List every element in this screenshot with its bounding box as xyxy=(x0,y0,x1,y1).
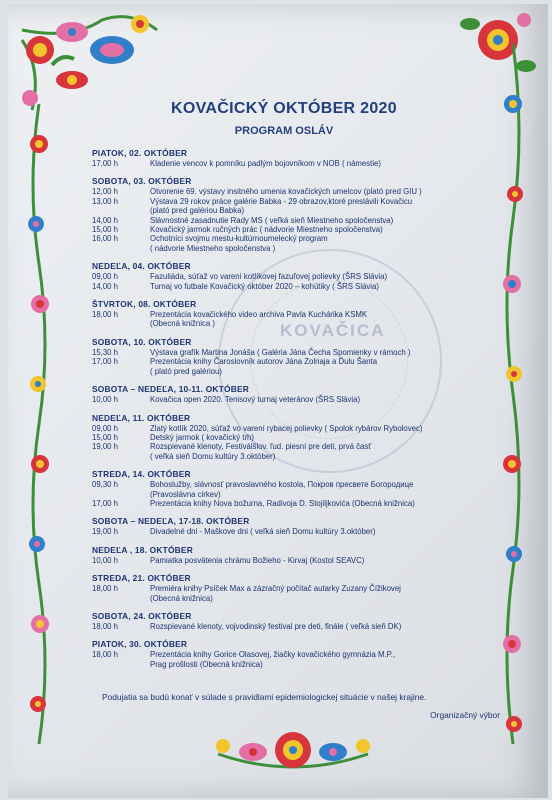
page-title: KOVAČICKÝ OKTÓBER 2020 xyxy=(171,100,397,117)
program-event xyxy=(92,527,510,536)
program-event xyxy=(92,594,510,603)
event-time: 17,00 h xyxy=(92,159,119,168)
event-time: 17,00 h xyxy=(92,357,119,367)
program-day-heading: NEDEĽA , 18. OKTÓBER xyxy=(92,544,193,555)
event-description: Výstava 29 rokov práce galérie Babka - 29 obrazov,ktoré preslávili Kovačicu xyxy=(150,196,413,206)
program-day xyxy=(92,299,510,329)
program-day-heading: SOBOTA, 10. OKTÓBER xyxy=(92,336,192,347)
program-day-heading: NEDEĽA, 04. OKTÓBER xyxy=(92,261,191,272)
program-list xyxy=(92,148,510,677)
folk-flower-border-left xyxy=(22,104,56,744)
program-event xyxy=(92,556,510,565)
event-time xyxy=(92,660,150,669)
program-day-heading: SOBOTA – NEDEĽA, 10-11. OKTÓBER xyxy=(92,384,249,395)
event-time: 19,00 h xyxy=(92,442,119,452)
event-description: (Obecná knižnica) xyxy=(150,593,213,603)
event-time: 09,00 h xyxy=(92,272,119,282)
event-description: Kovačica open 2020. Tenisový turnaj veteránov (ŠRS Slávia) xyxy=(150,395,361,405)
event-time: 10,00 h xyxy=(92,395,119,405)
program-event xyxy=(92,480,510,489)
event-time: 18,00 h xyxy=(92,650,119,660)
program-event xyxy=(92,319,510,328)
event-description: Otvorenie 69. výstavy insitného umenia kovačických umelcov (plató pred GIU ) xyxy=(150,187,422,197)
event-time: 15,00 h xyxy=(92,432,119,442)
event-time: 10,00 h xyxy=(92,555,119,565)
event-description: Rozspievané klenoty, vojvodinský festival pre deti, finále ( veľká sieň DK) xyxy=(150,621,402,631)
event-time: 13,00 h xyxy=(92,196,119,206)
folk-flower-ornament-bottom xyxy=(208,720,378,784)
program-day-heading: SOBOTA – NEDEĽA, 17-18. OKTÓBER xyxy=(92,516,250,527)
program-event xyxy=(92,650,510,659)
event-description: Prezentácia kovačického video archiva Pavla Kuchárika KSMK xyxy=(150,310,368,320)
event-description: Bohoslužby, slávnosť pravoslavného kostola, Покров пресвете Богородице xyxy=(150,480,414,490)
footer-note: Podujatia sa budú konať v súlade s pravidlami epidemiologickej situácie v našej krajine. xyxy=(102,692,427,702)
event-description: Slávnostné zasadnutie Rady MS ( veľká sieň Miestneho spoločenstva) xyxy=(150,215,394,225)
program-day-heading: STREDA, 14. OKTÓBER xyxy=(92,469,191,480)
event-time: 15,30 h xyxy=(92,347,119,357)
program-day-heading: PIATOK, 02. OKTÓBER xyxy=(92,148,188,158)
program-day xyxy=(92,516,510,536)
program-day-heading: ŠTVRTOK, 08. OKTÓBER xyxy=(92,299,197,310)
event-description: Ochotníci svojmu mestu-kultúrnoumelecký program xyxy=(150,234,328,244)
event-description: Detský jarmok ( kovačický trh) xyxy=(150,432,254,442)
event-description: (Pravoslávna cirkev) xyxy=(150,489,221,499)
organizer-signature: Organizačný výbor xyxy=(430,710,500,720)
event-time: 15,00 h xyxy=(92,225,119,235)
program-event xyxy=(92,367,510,376)
event-time xyxy=(92,367,150,376)
program-event xyxy=(92,244,510,253)
program-day xyxy=(92,611,510,631)
program-day xyxy=(92,639,510,669)
program-day-heading: STREDA, 21. OKTÓBER xyxy=(92,573,191,584)
program-event xyxy=(92,272,510,281)
event-description: Prag prošlosti (Obecná knižnica) xyxy=(150,659,263,669)
program-day xyxy=(92,573,510,603)
program-day-heading: SOBOTA, 03. OKTÓBER xyxy=(92,176,192,187)
program-event xyxy=(92,225,510,234)
event-description: Divadelné dni - Maškove dni ( veľká sieň Domu kultúry 3.október) xyxy=(150,527,376,537)
program-day xyxy=(92,176,510,253)
event-description: Prezentácia knihy Nova božurna, Radivoja D. Stojiljkovića (Obecná knižnica) xyxy=(150,498,415,508)
program-day xyxy=(92,261,510,291)
event-time xyxy=(92,206,150,215)
program-day-heading: SOBOTA, 24. OKTÓBER xyxy=(92,610,192,621)
program-event xyxy=(92,159,510,168)
event-description: Rozspievané klenoty, Festiválšlov. ľud. piesní pre deti, prvá časť xyxy=(150,442,372,452)
event-time xyxy=(92,244,150,253)
program-event xyxy=(92,499,510,508)
event-time: 17,00 h xyxy=(92,498,119,508)
event-time xyxy=(92,452,150,461)
event-time: 18,00 h xyxy=(92,584,119,594)
event-description: ( veľká sieň Domu kultúry 3.október) xyxy=(150,451,276,461)
program-event xyxy=(92,424,510,433)
event-time: 18,00 h xyxy=(92,310,119,320)
program-event xyxy=(92,187,510,196)
program-event xyxy=(92,660,510,669)
program-day xyxy=(92,337,510,376)
event-description: Turnaj vo futbale Kovačický október 2020 – kohútiky ( ŠRS Slávia) xyxy=(150,281,379,291)
program-day xyxy=(92,148,510,168)
program-day xyxy=(92,413,510,462)
program-event xyxy=(92,395,510,404)
page-subtitle: PROGRAM OSLÁV xyxy=(234,125,334,137)
program-day-heading: PIATOK, 30. OKTÓBER xyxy=(92,639,188,650)
program-event xyxy=(92,433,510,442)
event-description: Kladenie vencov k pomníku padlým bojovníkom v NOB ( námestie) xyxy=(150,159,381,168)
program-event xyxy=(92,452,510,461)
event-description: ( plató pred galériou) xyxy=(150,366,222,376)
program-day xyxy=(92,384,510,404)
program-event xyxy=(92,197,510,206)
event-description: Premiéra knihy Psíček Max a zázračný počítač autarky Zuzany Čížikovej xyxy=(150,584,401,594)
program-event xyxy=(92,348,510,357)
event-time xyxy=(92,594,150,603)
watermark-stamp-text: KOVAČICA xyxy=(280,321,386,340)
event-description: (plató pred galériou Babka) xyxy=(150,206,245,216)
event-time: 14,00 h xyxy=(92,215,119,225)
event-description: Prezentácia knihy Gorice Olasovej, žiačky kovačického gymnázia M.P., xyxy=(150,650,396,660)
event-description: ( nádvorie Miestneho spoločenstva ) xyxy=(150,243,276,253)
event-time: 09,30 h xyxy=(92,480,119,490)
program-day-heading: NEDEĽA, 11. OKTÓBER xyxy=(92,412,191,423)
program-event xyxy=(92,357,510,366)
event-time: 12,00 h xyxy=(92,187,119,197)
event-time: 16,00 h xyxy=(92,234,119,244)
event-description: (Obecná knižnica ) xyxy=(150,319,216,329)
event-time: 09,00 h xyxy=(92,423,119,433)
event-description: Pamiatka posvätenia chrámu Božieho - Kirvaj (Kostol SEAVC) xyxy=(150,555,365,565)
event-description: Zlatý kotlík 2020, súťaž vo varení rybacej polievky ( Spolok rybárov Rybolovec) xyxy=(150,423,423,433)
program-event xyxy=(92,622,510,631)
program-event xyxy=(92,310,510,319)
poster xyxy=(8,4,548,798)
event-description: Výstava grafík Martina Jonáša ( Galéria Jána Čecha Spomienky v rámoch ) xyxy=(150,347,411,357)
program-event xyxy=(92,584,510,593)
program-event xyxy=(92,234,510,243)
program-day xyxy=(92,469,510,508)
event-description: Kovačický jarmok ručných prác ( nádvorie Miestneho spoločenstva) xyxy=(150,225,383,235)
event-time: 18,00 h xyxy=(92,621,119,631)
program-event xyxy=(92,216,510,225)
event-description: Prezentácia knihy Čaroslovník autorov Jána Zolnaja a Ďulu Šanta xyxy=(150,357,378,367)
program-event xyxy=(92,490,510,499)
event-time: 14,00 h xyxy=(92,281,119,291)
program-event xyxy=(92,282,510,291)
event-description: Fazuliáda, súťaž vo varení kotlíkovej fazuľovej polievky (ŠRS Slávia) xyxy=(150,272,388,282)
event-time xyxy=(92,490,150,499)
event-time: 19,00 h xyxy=(92,527,119,537)
program-day xyxy=(92,545,510,565)
event-time xyxy=(92,319,150,328)
program-event xyxy=(92,206,510,215)
program-event xyxy=(92,442,510,451)
